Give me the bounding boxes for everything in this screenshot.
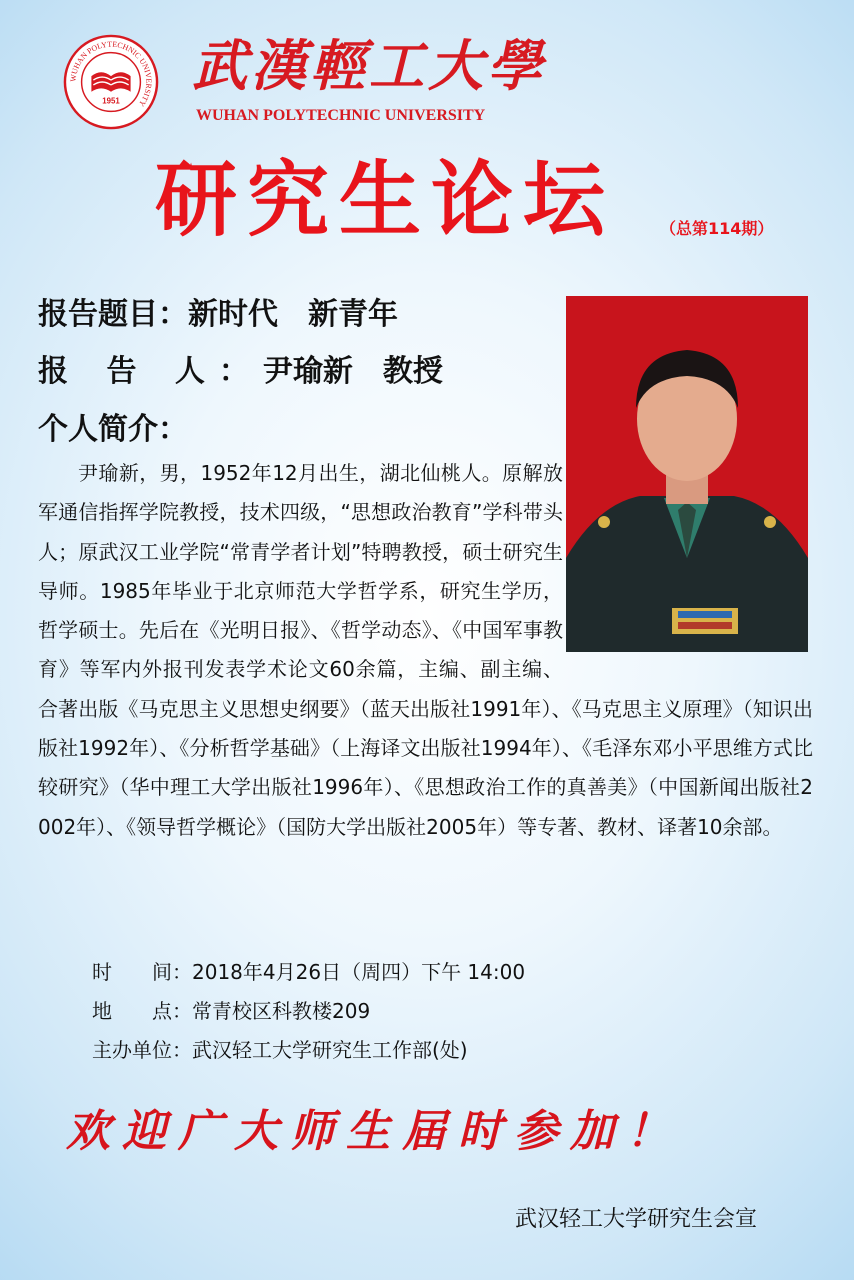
- topic-label: 报告题目：: [38, 297, 188, 332]
- topic-value: 新时代 新青年: [188, 297, 398, 332]
- host-label: 主办单位：: [92, 1038, 192, 1062]
- topic-row: [38, 297, 398, 332]
- university-seal-icon: [62, 33, 160, 131]
- seal-ring-text: WUHAN POLYTECHNIC UNIVERSITY: [68, 39, 154, 109]
- forum-title: 研究生论坛: [155, 153, 616, 248]
- time-row: [92, 962, 525, 982]
- place-value: 常青校区科教楼209: [192, 999, 371, 1023]
- speaker-value: 尹瑜新 教授: [262, 354, 443, 389]
- seal-year: 1951: [102, 96, 120, 106]
- time-value: 2018年4月26日（周四）下午 14:00: [192, 960, 526, 984]
- bio-heading: 个人简介：: [38, 412, 188, 447]
- host-row: [92, 1040, 468, 1060]
- bio-text: 尹瑜新，男，1952年12月出生，湖北仙桃人。原解放军通信指挥学院教授，技术四级，“思想政治教育”学科带头人；原武汉工业学院“常青学者计划”特聘教授，硕士研究生导师。1985年毕业于北京师范大学哲学系，研究生学历，哲学硕士。先后在《光明日报》、《哲学动态》、《中国军事教育》等军内外报刊发表学术论文60余篇，主编、副主编、合著出版《马克思主义思想史纲要》（蓝天出版社1991年）、《马克思主义原理》（知识出版社1992年）、《分析哲学基础》（上海译文出版社1994年）、《毛泽东邓小平思维方式比较研究》（华中理工大学出版社1996年）、《思想政治工作的真善美》（中国新闻出版社2002年）、《领导哲学概论》（国防大学出版社2005年）等专著、教材、译著10余部。: [38, 461, 813, 839]
- issue-number: （总第114期）: [660, 219, 774, 238]
- issuer: 武汉轻工大学研究生会宣: [515, 1207, 758, 1232]
- host-value: 武汉轻工大学研究生工作部(处): [192, 1038, 468, 1062]
- welcome-banner: 欢迎广大师生届时参加！: [66, 1106, 682, 1157]
- speaker-label: 报 告 人：: [38, 354, 263, 389]
- time-label: 时 间：: [92, 960, 192, 984]
- university-name-en: WUHAN POLYTECHNIC UNIVERSITY: [196, 107, 486, 124]
- place-row: [92, 1001, 370, 1021]
- speaker-row: [38, 354, 443, 389]
- university-name-cn: 武漢輕工大學: [192, 33, 547, 98]
- speaker-bio: [38, 454, 813, 847]
- place-label: 地 点：: [92, 999, 192, 1023]
